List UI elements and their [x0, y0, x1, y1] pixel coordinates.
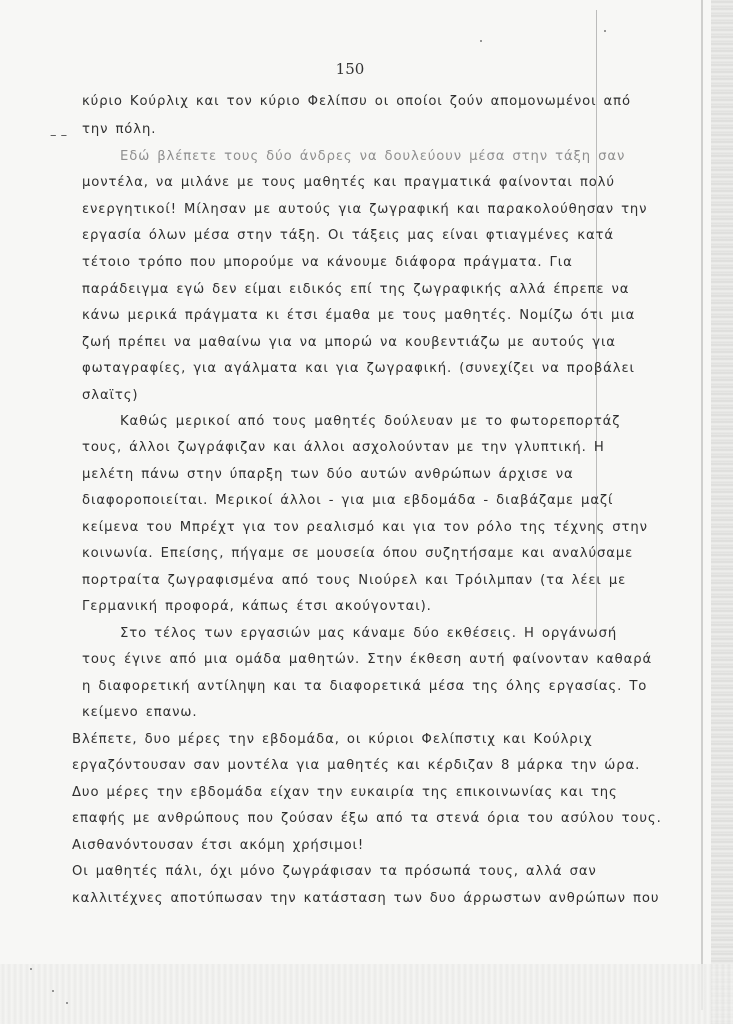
text-line: επαφής με ανθρώπους που ζούσαν έξω από τα στενά όρια του ασύλου τους.: [72, 811, 662, 826]
scan-speck: [52, 990, 54, 992]
scan-speck: [30, 968, 32, 970]
text-line: Οι μαθητές πάλι, όχι μόνο ζωγράφισαν τα πρόσωπά τους, αλλά σαν: [72, 864, 597, 879]
text-line: κάνω μερικά πράγματα κι έτσι έμαθα με τους μαθητές. Νομίζω ότι μια: [82, 308, 636, 323]
text-line: ζωή πρέπει να μαθαίνω για να μπορώ να κουβεντιάζω με αυτούς για: [82, 335, 616, 350]
text-line: τους, άλλοι ζωγράφιζαν και άλλοι ασχολούνταν με την γλυπτική. Η: [82, 440, 605, 455]
text-line: τους έγινε από μια ομάδα μαθητών. Στην έκθεση αυτή φαίνονταν καθαρά: [82, 652, 653, 667]
scan-speck: [66, 1002, 68, 1004]
margin-dash-mark: – –: [50, 128, 68, 143]
text-line: κοινωνία. Επείσης, πήγαμε σε μουσεία όπου συζητήσαμε και αναλύσαμε: [82, 546, 634, 561]
text-line: Αισθανόντουσαν έτσι ακόμη χρήσιμοι!: [72, 838, 365, 853]
text-line: Καθώς μερικοί από τους μαθητές δούλευαν με το φωτορεπορτάζ: [120, 414, 621, 429]
text-line: κείμενα του Μπρέχτ για τον ρεαλισμό και για τον ρόλο της τέχνης στην: [82, 520, 648, 535]
text-line: Γερμανική προφορά, κάπως έτσι ακούγονται).: [82, 599, 432, 614]
scan-speck: [480, 40, 482, 42]
page-edge-bottom: [0, 964, 733, 1024]
page-number: 150: [335, 60, 365, 78]
page-edge-right: [711, 0, 733, 1024]
text-line: την πόλη.: [82, 122, 157, 137]
scan-speck: [604, 30, 606, 32]
text-line: καλλιτέχνες αποτύπωσαν την κατάσταση των δυο άρρωστων ανθρώπων που: [72, 891, 660, 906]
text-line: διαφοροποιείται. Μερικοί άλλοι - για μια εβδομάδα - διαβάζαμε μαζί: [82, 493, 614, 508]
text-line: τέτοιο τρόπο που μπορούμε να κάνουμε διάφορα πράγματα. Για: [82, 255, 573, 270]
page-edge-line: [701, 0, 703, 1010]
text-line: μελέτη πάνω στην ύπαρξη των δύο αυτών ανθρώπων άρχισε να: [82, 467, 574, 482]
text-line: μοντέλα, να μιλάνε με τους μαθητές και πραγματικά φαίνονται πολύ: [82, 175, 615, 190]
text-line: εργαζόντουσαν σαν μοντέλα για μαθητές και κέρδιζαν 8 μάρκα την ώρα.: [72, 758, 641, 773]
text-line: η διαφορετική αντίληψη και τα διαφορετικά μέσα της όλης εργασίας. Το: [82, 679, 648, 694]
text-line: εργασία όλων μέσα στην τάξη. Οι τάξεις μας είναι φτιαγμένες κατά: [82, 228, 614, 243]
text-line: φωταγραφίες, για αγάλματα και για ζωγραφική. (συνεχίζει να προβάλει: [82, 361, 635, 376]
text-line: κύριο Κούρλιχ και τον κύριο Φελίπσυ οι οποίοι ζούν απομονωμένοι από: [82, 94, 631, 109]
text-line: σλαϊτς): [82, 388, 139, 403]
text-line: ενεργητικοί! Μίλησαν με αυτούς για ζωγραφική και παρακολούθησαν την: [82, 202, 648, 217]
text-line: πορτραίτα ζωγραφισμένα από τους Νιούρελ και Τρόιλμπαν (τα λέει με: [82, 573, 627, 588]
text-line: Στο τέλος των εργασιών μας κάναμε δύο εκθέσεις. Η οργάνωσή: [120, 626, 618, 641]
text-line: κείμενο επανω.: [82, 705, 198, 720]
text-line: Εδώ βλέπετε τους δύο άνδρες να δουλεύουν μέσα στην τάξη σαν: [120, 149, 626, 164]
text-line: παράδειγμα εγώ δεν είμαι ειδικός επί της ζωγραφικής αλλά έπρεπε να: [82, 282, 630, 297]
text-line: Βλέπετε, δυο μέρες την εβδομάδα, οι κύριοι Φελίπστιχ και Κούλριχ: [72, 732, 593, 747]
text-line: Δυο μέρες την εβδομάδα είχαν την ευκαιρία της επικοινωνίας και της: [72, 785, 618, 800]
